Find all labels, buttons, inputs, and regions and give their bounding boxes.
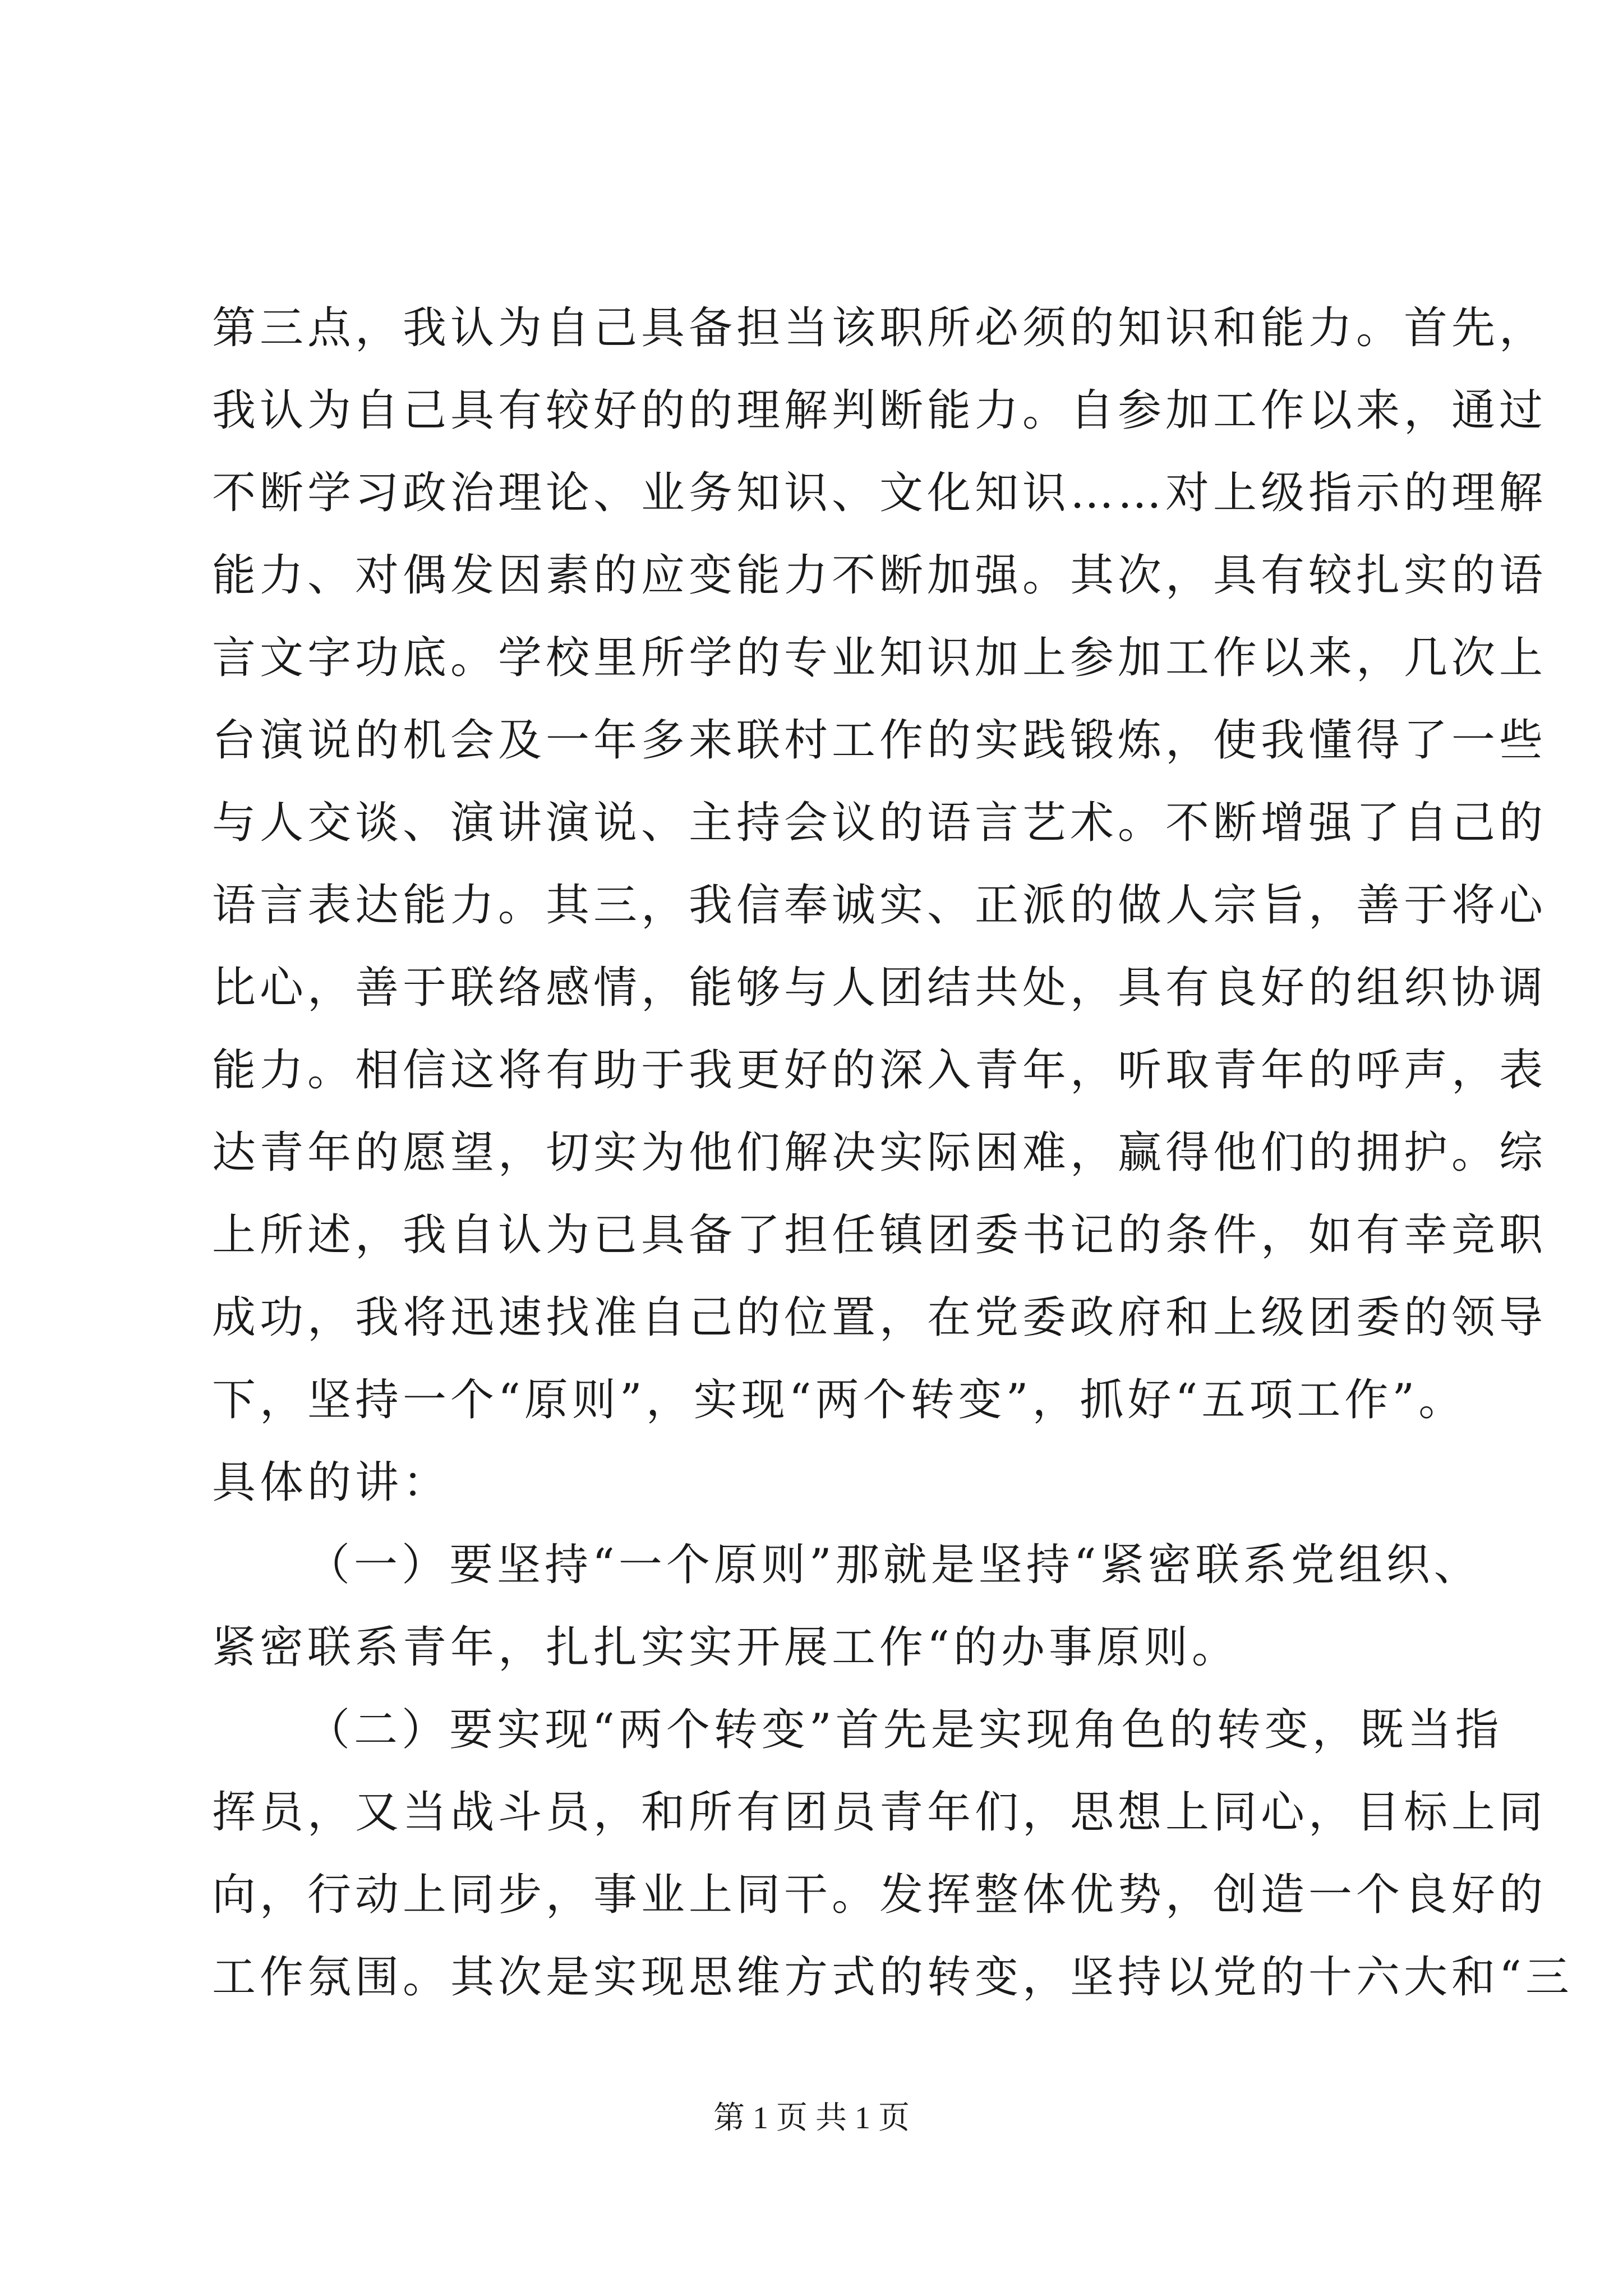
body-text-line: 我认为自己具有较好的的理解判断能力。自参加工作以来，通过: [212, 385, 1547, 436]
body-text-line: 向，行动上同步，事业上同干。发挥整体优势，创造一个良好的: [212, 1870, 1547, 1920]
body-text-line: 不断学习政治理论、业务知识、文化知识……对上级指示的理解: [212, 468, 1547, 518]
body-text-line: 台演说的机会及一年多来联村工作的实践锻炼，使我懂得了一些: [212, 715, 1547, 766]
body-text-line: 工作氛围。其次是实现思维方式的转变，坚持以党的十六大和“三: [212, 1952, 1573, 2003]
body-text-line: 成功，我将迅速找准自己的位置，在党委政府和上级团委的领导: [212, 1292, 1547, 1343]
body-text-line: 具体的讲：: [212, 1457, 451, 1508]
body-text-line: 比心，善于联络感情，能够与人团结共处，具有良好的组织协调: [212, 963, 1547, 1013]
body-text-line: 上所述，我自认为已具备了担任镇团委书记的条件，如有幸竞职: [212, 1210, 1547, 1260]
page-number-info: 第 1 页 共 1 页: [713, 2101, 910, 2136]
body-text-line: （二）要实现“两个转变”首先是实现角色的转变，既当指: [306, 1705, 1503, 1755]
body-text-line: 达青年的愿望，切实为他们解决实际困难，赢得他们的拥护。综: [212, 1128, 1547, 1178]
body-text-line: 与人交谈、演讲演说、主持会议的语言艺术。不断增强了自己的: [212, 798, 1547, 848]
body-text-line: （一）要坚持“一个原则”那就是坚持“紧密联系党组织、: [306, 1540, 1482, 1590]
body-text-line: 下，坚持一个“原则”，实现“两个转变”，抓好“五项工作”。: [212, 1375, 1467, 1425]
body-text-line: 能力。相信这将有助于我更好的深入青年，听取青年的呼声，表: [212, 1045, 1547, 1096]
body-text-line: 紧密联系青年，扎扎实实开展工作“的办事原则。: [212, 1622, 1239, 1673]
body-text-line: 能力、对偶发因素的应变能力不断加强。其次，具有较扎实的语: [212, 550, 1547, 601]
body-text-line: 挥员，又当战斗员，和所有团员青年们，思想上同心，目标上同: [212, 1787, 1547, 1838]
body-text-line: 第三点，我认为自己具备担当该职所必须的知识和能力。首先，: [212, 303, 1547, 353]
body-text-line: 言文字功底。学校里所学的专业知识加上参加工作以来，几次上: [212, 633, 1547, 683]
body-text-line: 语言表达能力。其三，我信奉诚实、正派的做人宗旨，善于将心: [212, 880, 1547, 931]
page-footer: [0, 2099, 1623, 2138]
